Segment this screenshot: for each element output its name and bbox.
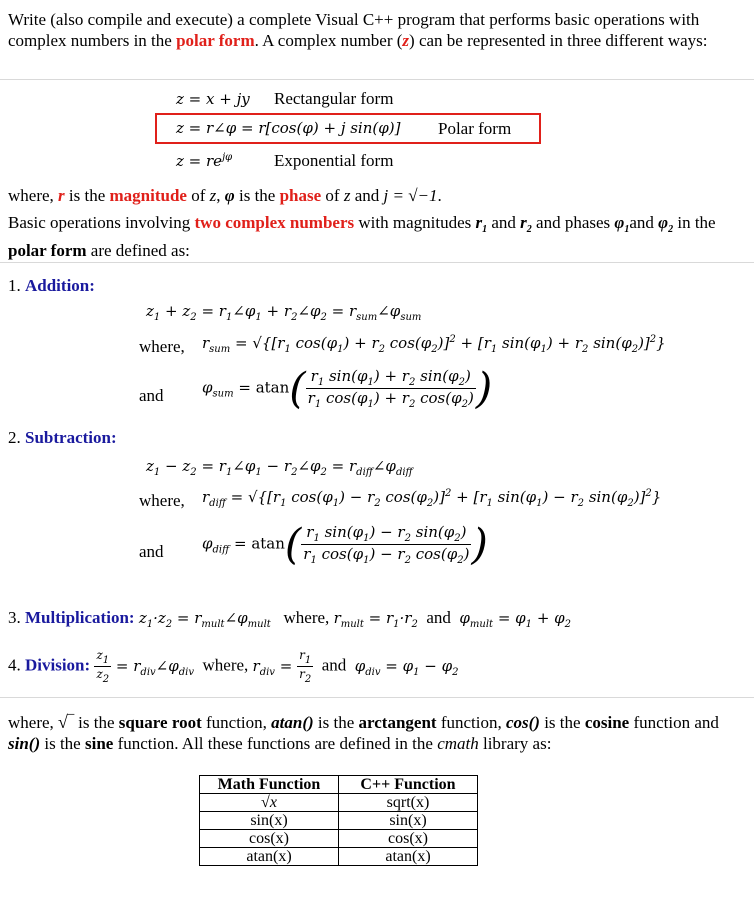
polar-form-highlight: polar form: [176, 31, 255, 50]
where-label: where,: [139, 491, 185, 510]
r2-letter: r: [520, 213, 527, 232]
atan-text: atan: [255, 378, 290, 397]
rect-equation: z = x + jy: [176, 90, 250, 108]
phase-word: phase: [279, 186, 322, 205]
addition-heading: [8, 276, 95, 296]
z-highlight: z: [402, 31, 410, 50]
z-symbol: z: [209, 186, 217, 205]
sin-function: sin(): [8, 734, 41, 753]
table-row: [200, 830, 478, 848]
division-equation: $\frac{z_1}{z_2}$ = $r_{div}\angle\varphi_{div}$: [96, 648, 194, 685]
text: and: [487, 213, 521, 232]
table-row: [200, 812, 478, 830]
section-number: 4.: [8, 655, 25, 675]
text: Basic operations involving: [8, 213, 195, 232]
text: are defined as:: [86, 241, 190, 260]
r-symbol: r: [58, 186, 65, 205]
r2-symbol: $r_2$: [520, 213, 532, 235]
and-label: and: [139, 542, 164, 561]
table-cell: cos(x): [339, 830, 478, 848]
table-cell: [339, 794, 478, 812]
intro-paragraph: [8, 9, 748, 51]
multiplication-equation: $z_1\cdot z_2$ = $r_{mult}\angle\varphi_{mult}$: [138, 609, 271, 630]
intro-text-3: ) can be represented in three different ways:: [409, 31, 708, 50]
phi2-symbol: $\varphi_2$: [658, 213, 674, 235]
multiplication-line: [8, 608, 571, 630]
r-sum-equation: $r_{sum} = √\{[r_1$ $\cos(\varphi_1) + r_2$ $\cos(\varphi_2)]^2 + [r_1$ $\sin(\varphi_1) + r_2$ $\sin(\varphi_2)]^2$}: [202, 334, 666, 355]
r-mult-equation: $r_{mult} = r_1\cdot r_2$: [333, 609, 418, 630]
section-title: Subtraction:: [25, 428, 117, 447]
phi-mult-equation: $\varphi_{mult} = \varphi_1 + \varphi_2$: [459, 609, 572, 630]
r1-symbol: $r_1$: [475, 213, 488, 235]
text: ,: [216, 186, 225, 205]
closing-paragraph: [8, 712, 748, 754]
cell-text: sqrt(x): [386, 794, 430, 811]
phi-sum-equation: $\varphi_{sum} = atan$( $\frac{r_1 \sin(\varphi_1) + r_2 \sin(\varphi_2)}{r_1 \cos(\varphi_1) + r_2 \cos(\varphi_2)}$ ): [202, 363, 493, 413]
text: function,: [201, 713, 272, 732]
text: where,: [8, 186, 59, 205]
table-cell: atan(x): [200, 848, 339, 866]
divider: [0, 697, 754, 698]
table-cell: cos(x): [200, 830, 339, 848]
text: is the: [40, 734, 85, 753]
exp-equation: $z = re^{j\varphi}$: [176, 152, 233, 170]
text: of: [186, 186, 210, 205]
text: function,: [436, 713, 506, 732]
r1-letter: r: [475, 213, 483, 232]
text: where,: [8, 713, 59, 732]
section-title: Division:: [25, 655, 91, 675]
text: function and: [629, 713, 719, 732]
j-definition: j = √−1: [383, 186, 438, 205]
sqrt-word: square root: [118, 713, 202, 732]
table-header: C++ Function: [339, 776, 478, 794]
table-cell: sin(x): [200, 812, 339, 830]
text: function. All these functions are defined in the: [113, 734, 438, 753]
table-row: [200, 794, 478, 812]
where-label: where,: [139, 337, 185, 356]
text: is the: [234, 186, 280, 205]
table-row: [200, 848, 478, 866]
text: in the: [673, 213, 716, 232]
sine-word: sine: [84, 734, 114, 753]
two-complex-highlight: two complex numbers: [194, 213, 355, 232]
r-diff-equation: $r_{diff} = √\{[r_1$ $\cos(\varphi_1) - r_2$ $\cos(\varphi_2)]^2 + [r_1$ $\sin(\varphi_1) - r_2$ $\sin(\varphi_2)]^2$}: [202, 488, 662, 509]
magnitude-word: magnitude: [109, 186, 187, 205]
text: of: [321, 186, 344, 205]
where-paragraph: [8, 185, 748, 206]
table-header: Math Function: [200, 776, 339, 794]
subtraction-heading: [8, 428, 117, 448]
cosine-word: cosine: [584, 713, 630, 732]
atan-text: atan: [251, 534, 285, 553]
subtraction-equation: $z_1 - z_2$ = $r_1\angle\varphi_1$ − $r_2\angle\varphi_2$ = $r_{diff}\angle\varphi_{diff}$: [146, 457, 413, 478]
polar-bold: polar form: [8, 241, 87, 260]
and-label: and: [139, 386, 164, 405]
divider: [0, 262, 754, 263]
section-number: 2.: [8, 428, 25, 447]
cmath-library: cmath: [437, 734, 479, 753]
text: with magnitudes: [354, 213, 476, 232]
text: is the: [73, 713, 119, 732]
phi2-letter: φ: [658, 213, 669, 232]
where-label: where,: [202, 655, 249, 675]
text: library as:: [478, 734, 552, 753]
text: is the: [539, 713, 585, 732]
r-div-equation: $r_{div}$ = $\frac{r_1}{r_2}$: [252, 648, 312, 685]
arctangent-word: arctangent: [358, 713, 437, 732]
sqrt-icon: √‾: [58, 712, 74, 732]
intro-text: Write (also compile and execute) a complete Visual C++ program that performs basic operations with complex numbers in the: [8, 10, 700, 50]
atan-function: atan(): [271, 713, 314, 732]
addition-equation: $z_1 + z_2$ = $r_1\angle\varphi_1$ + $r_2\angle\varphi_2$ = $r_{sum}\angle\varphi_{sum}$: [146, 302, 422, 323]
rect-label: Rectangular form: [274, 89, 394, 108]
phi1-symbol: $\varphi_1$: [614, 213, 630, 235]
cos-function: cos(): [505, 713, 540, 732]
text: and: [350, 186, 384, 205]
table-cell: sin(x): [339, 812, 478, 830]
section-number: 1.: [8, 276, 25, 295]
table-header-row: [200, 776, 478, 794]
table-cell: √x: [200, 794, 339, 812]
function-table: [199, 775, 478, 866]
where-label: where,: [283, 608, 330, 627]
section-number: 3.: [8, 608, 25, 627]
exp-label: Exponential form: [274, 151, 394, 170]
division-line: [8, 648, 458, 685]
section-title: Addition:: [25, 276, 95, 295]
table-cell: atan(x): [339, 848, 478, 866]
phi-diff-equation: $\varphi_{diff} = atan$( $\frac{r_1 \sin(\varphi_1) - r_2 \sin(\varphi_2)}{r_1 \cos(\varphi_1) - r_2 \cos(\varphi_2)}$ ): [202, 519, 488, 569]
and-label: and: [321, 655, 347, 675]
text: .: [437, 186, 442, 205]
section-title: Multiplication:: [25, 608, 135, 627]
intro-text-2: . A complex number (: [254, 31, 403, 50]
exp-equation-text: z = re: [176, 152, 223, 170]
text: is the: [313, 713, 359, 732]
phi-symbol: φ: [224, 186, 235, 205]
basic-paragraph: [8, 212, 748, 261]
polar-equation: z = r∠φ = r[cos(φ) + j sin(φ)]: [176, 119, 401, 137]
polar-label: Polar form: [438, 119, 512, 138]
text: is the: [64, 186, 110, 205]
text: and: [629, 213, 659, 232]
and-label: and: [426, 608, 451, 627]
phi1-letter: φ: [614, 213, 625, 232]
z-symbol: z: [343, 186, 351, 205]
phi-div-equation: $\varphi_{div} = \varphi_1 - \varphi_2$: [354, 656, 459, 678]
divider: [0, 79, 754, 80]
text: and phases: [531, 213, 615, 232]
